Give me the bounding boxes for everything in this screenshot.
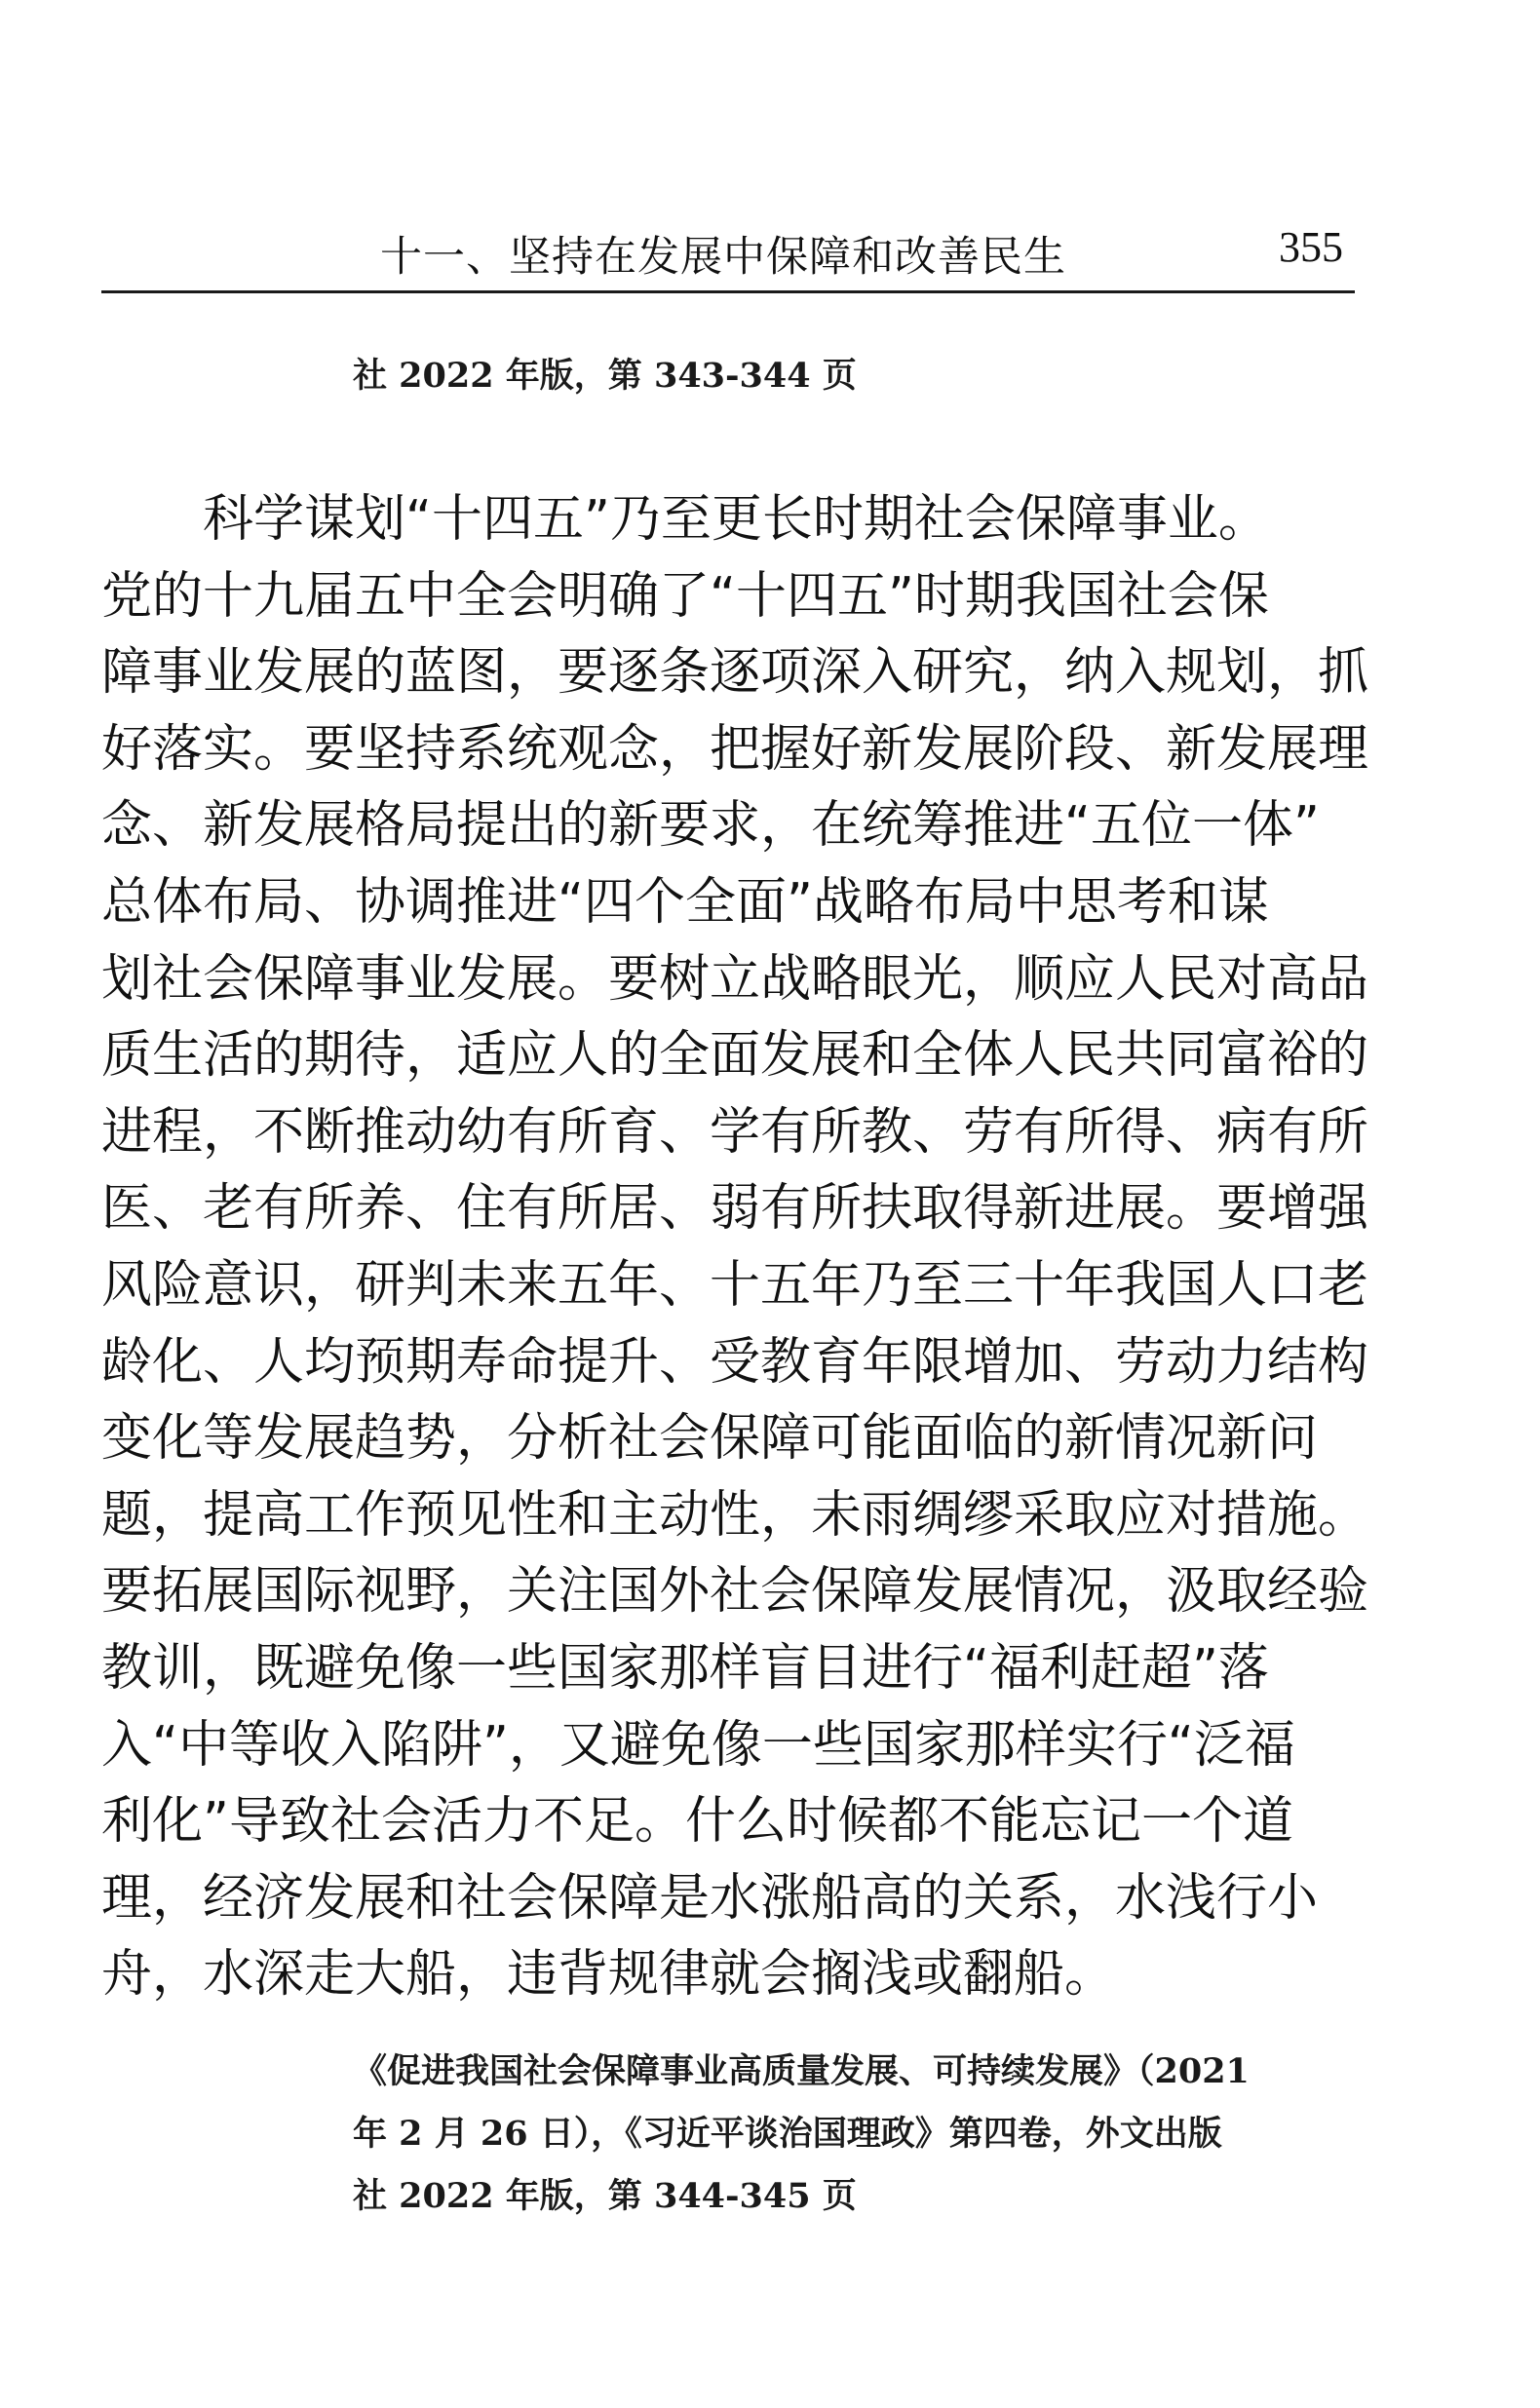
citation-line: 社 2022 年版，第 344-345 页 bbox=[353, 2176, 857, 2216]
paragraph-line: 总体布局、协调推进“四个全面”战略布局中思考和谋 bbox=[101, 872, 1269, 932]
citation-line: 《促进我国社会保障事业高质量发展、可持续发展》（2021 bbox=[353, 2051, 1250, 2091]
paragraph-line: 进程，不断推动幼有所育、学有所教、劳有所得、病有所 bbox=[101, 1102, 1369, 1162]
paragraph-line: 入“中等收入陷阱”，又避免像一些国家那样实行“泛福 bbox=[101, 1715, 1295, 1775]
paragraph-line: 理，经济发展和社会保障是水涨船高的关系，水浅行小 bbox=[101, 1868, 1319, 1928]
paragraph-line: 划社会保障事业发展。要树立战略眼光，顺应人民对高品 bbox=[101, 949, 1369, 1009]
citation-line: 年 2 月 26 日），《习近平谈治国理政》第四卷，外文出版 bbox=[353, 2114, 1222, 2154]
paragraph-line: 医、老有所养、住有所居、弱有所扶取得新进展。要增强 bbox=[101, 1179, 1369, 1239]
paragraph-line: 变化等发展趋势，分析社会保障可能面临的新情况新问 bbox=[101, 1409, 1319, 1469]
page-header bbox=[101, 222, 1355, 293]
body-paragraph bbox=[101, 481, 1368, 2013]
paragraph-line: 党的十九届五中全会明确了“十四五”时期我国社会保 bbox=[101, 566, 1269, 626]
paragraph-line: 利化”导致社会活力不足。什么时候都不能忘记一个道 bbox=[101, 1792, 1293, 1852]
paragraph-line: 好落实。要坚持系统观念，把握好新发展阶段、新发展理 bbox=[101, 719, 1369, 779]
citation-line: 社 2022 年版，第 343-344 页 bbox=[353, 356, 857, 396]
running-title: 十一、坚持在发展中保障和改善民生 bbox=[380, 233, 1066, 282]
paragraph-line: 科学谋划“十四五”乃至更长时期社会保障事业。 bbox=[203, 490, 1269, 549]
paragraph-line: 龄化、人均预期寿命提升、受教育年限增加、劳动力结构 bbox=[101, 1332, 1369, 1392]
page-number: 355 bbox=[1279, 223, 1343, 271]
paragraph-line: 教训，既避免像一些国家那样盲目进行“福利赶超”落 bbox=[101, 1638, 1269, 1698]
paragraph-line: 障事业发展的蓝图，要逐条逐项深入研究，纳入规划，抓 bbox=[101, 643, 1369, 703]
bottom-citation bbox=[353, 2041, 1367, 2228]
paragraph-line: 题，提高工作预见性和主动性，未雨绸缪采取应对措施。 bbox=[101, 1485, 1369, 1545]
paragraph-line: 舟，水深走大船，违背规律就会搁浅或翻船。 bbox=[101, 1945, 1116, 2005]
paragraph-line: 念、新发展格局提出的新要求，在统筹推进“五位一体” bbox=[101, 796, 1320, 856]
paragraph-line: 要拓展国际视野，关注国外社会保障发展情况，汲取经验 bbox=[101, 1562, 1369, 1622]
paragraph-line: 质生活的期待，适应人的全面发展和全体人民共同富裕的 bbox=[101, 1026, 1369, 1086]
top-citation bbox=[353, 345, 1367, 407]
paragraph-line: 风险意识，研判未来五年、十五年乃至三十年我国人口老 bbox=[101, 1255, 1369, 1315]
